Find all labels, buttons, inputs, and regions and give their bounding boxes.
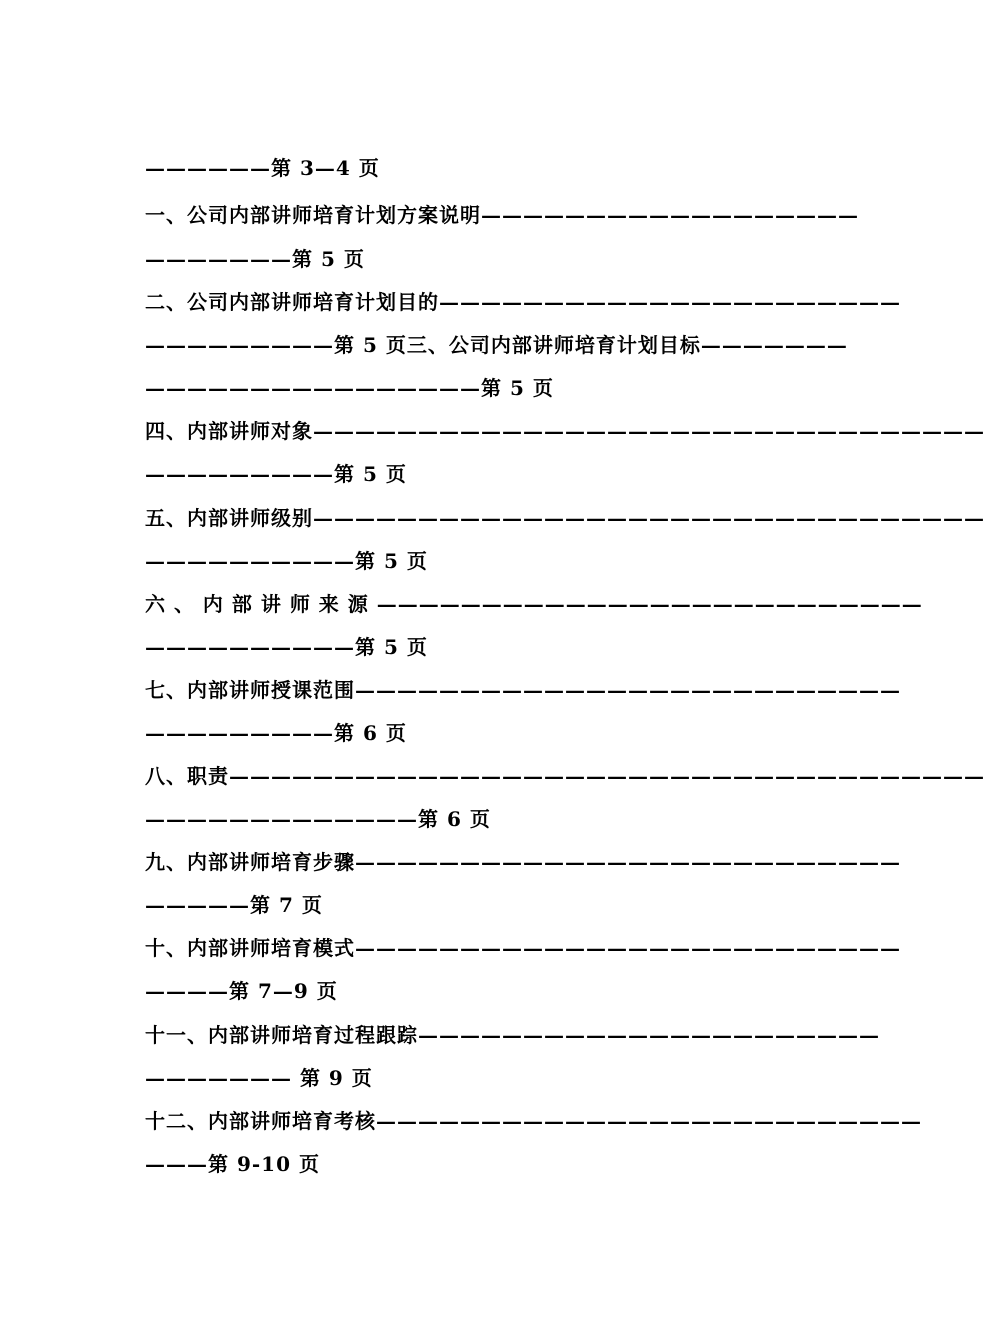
toc-entry-10: 十、内部讲师培育模式—————————————————————————— xyxy=(145,936,901,960)
toc-entry-4-page: —————————第 5 页 xyxy=(145,462,407,486)
toc-entry-12-page: ———第 9-10 页 xyxy=(145,1152,320,1176)
toc-entry-7: 七、内部讲师授课范围—————————————————————————— xyxy=(145,678,901,702)
toc-entry-2-page-entry-3: —————————第 5 页三、公司内部讲师培育计划目标——————— xyxy=(145,333,848,357)
toc-entry-1-page: ———————第 5 页 xyxy=(145,247,365,271)
toc-entry-10-page: ————第 7—9 页 xyxy=(145,979,338,1003)
toc-entry-9-page: —————第 7 页 xyxy=(145,893,323,917)
toc-entry-6: 六 、 内 部 讲 师 来 源 —————————————————————————— xyxy=(145,592,923,616)
toc-entry-12: 十二、内部讲师培育考核—————————————————————————— xyxy=(145,1109,922,1133)
toc-entry-8: 八、职责———————————————————————————————————— xyxy=(145,764,985,788)
toc-entry-11-page: ——————— 第 9 页 xyxy=(145,1066,373,1090)
toc-entry-5: 五、内部讲师级别———————————————————————————————— xyxy=(145,506,985,530)
toc-entry-3-page: ————————————————第 5 页 xyxy=(145,376,554,400)
toc-entry-2: 二、公司内部讲师培育计划目的—————————————————————— xyxy=(145,290,901,314)
toc-entry-11: 十一、内部讲师培育过程跟踪—————————————————————— xyxy=(145,1023,880,1047)
toc-entry-4: 四、内部讲师对象———————————————————————————————— xyxy=(145,419,985,443)
toc-entry-8-page: —————————————第 6 页 xyxy=(145,807,491,831)
toc-entry-9: 九、内部讲师培育步骤—————————————————————————— xyxy=(145,850,901,874)
toc-continuation-line: ——————第 3—4 页 xyxy=(145,156,380,180)
toc-entry-7-page: —————————第 6 页 xyxy=(145,721,407,745)
toc-entry-6-page: ——————————第 5 页 xyxy=(145,635,428,659)
toc-entry-1: 一、公司内部讲师培育计划方案说明—————————————————— xyxy=(145,203,859,227)
toc-entry-5-page: ——————————第 5 页 xyxy=(145,549,428,573)
